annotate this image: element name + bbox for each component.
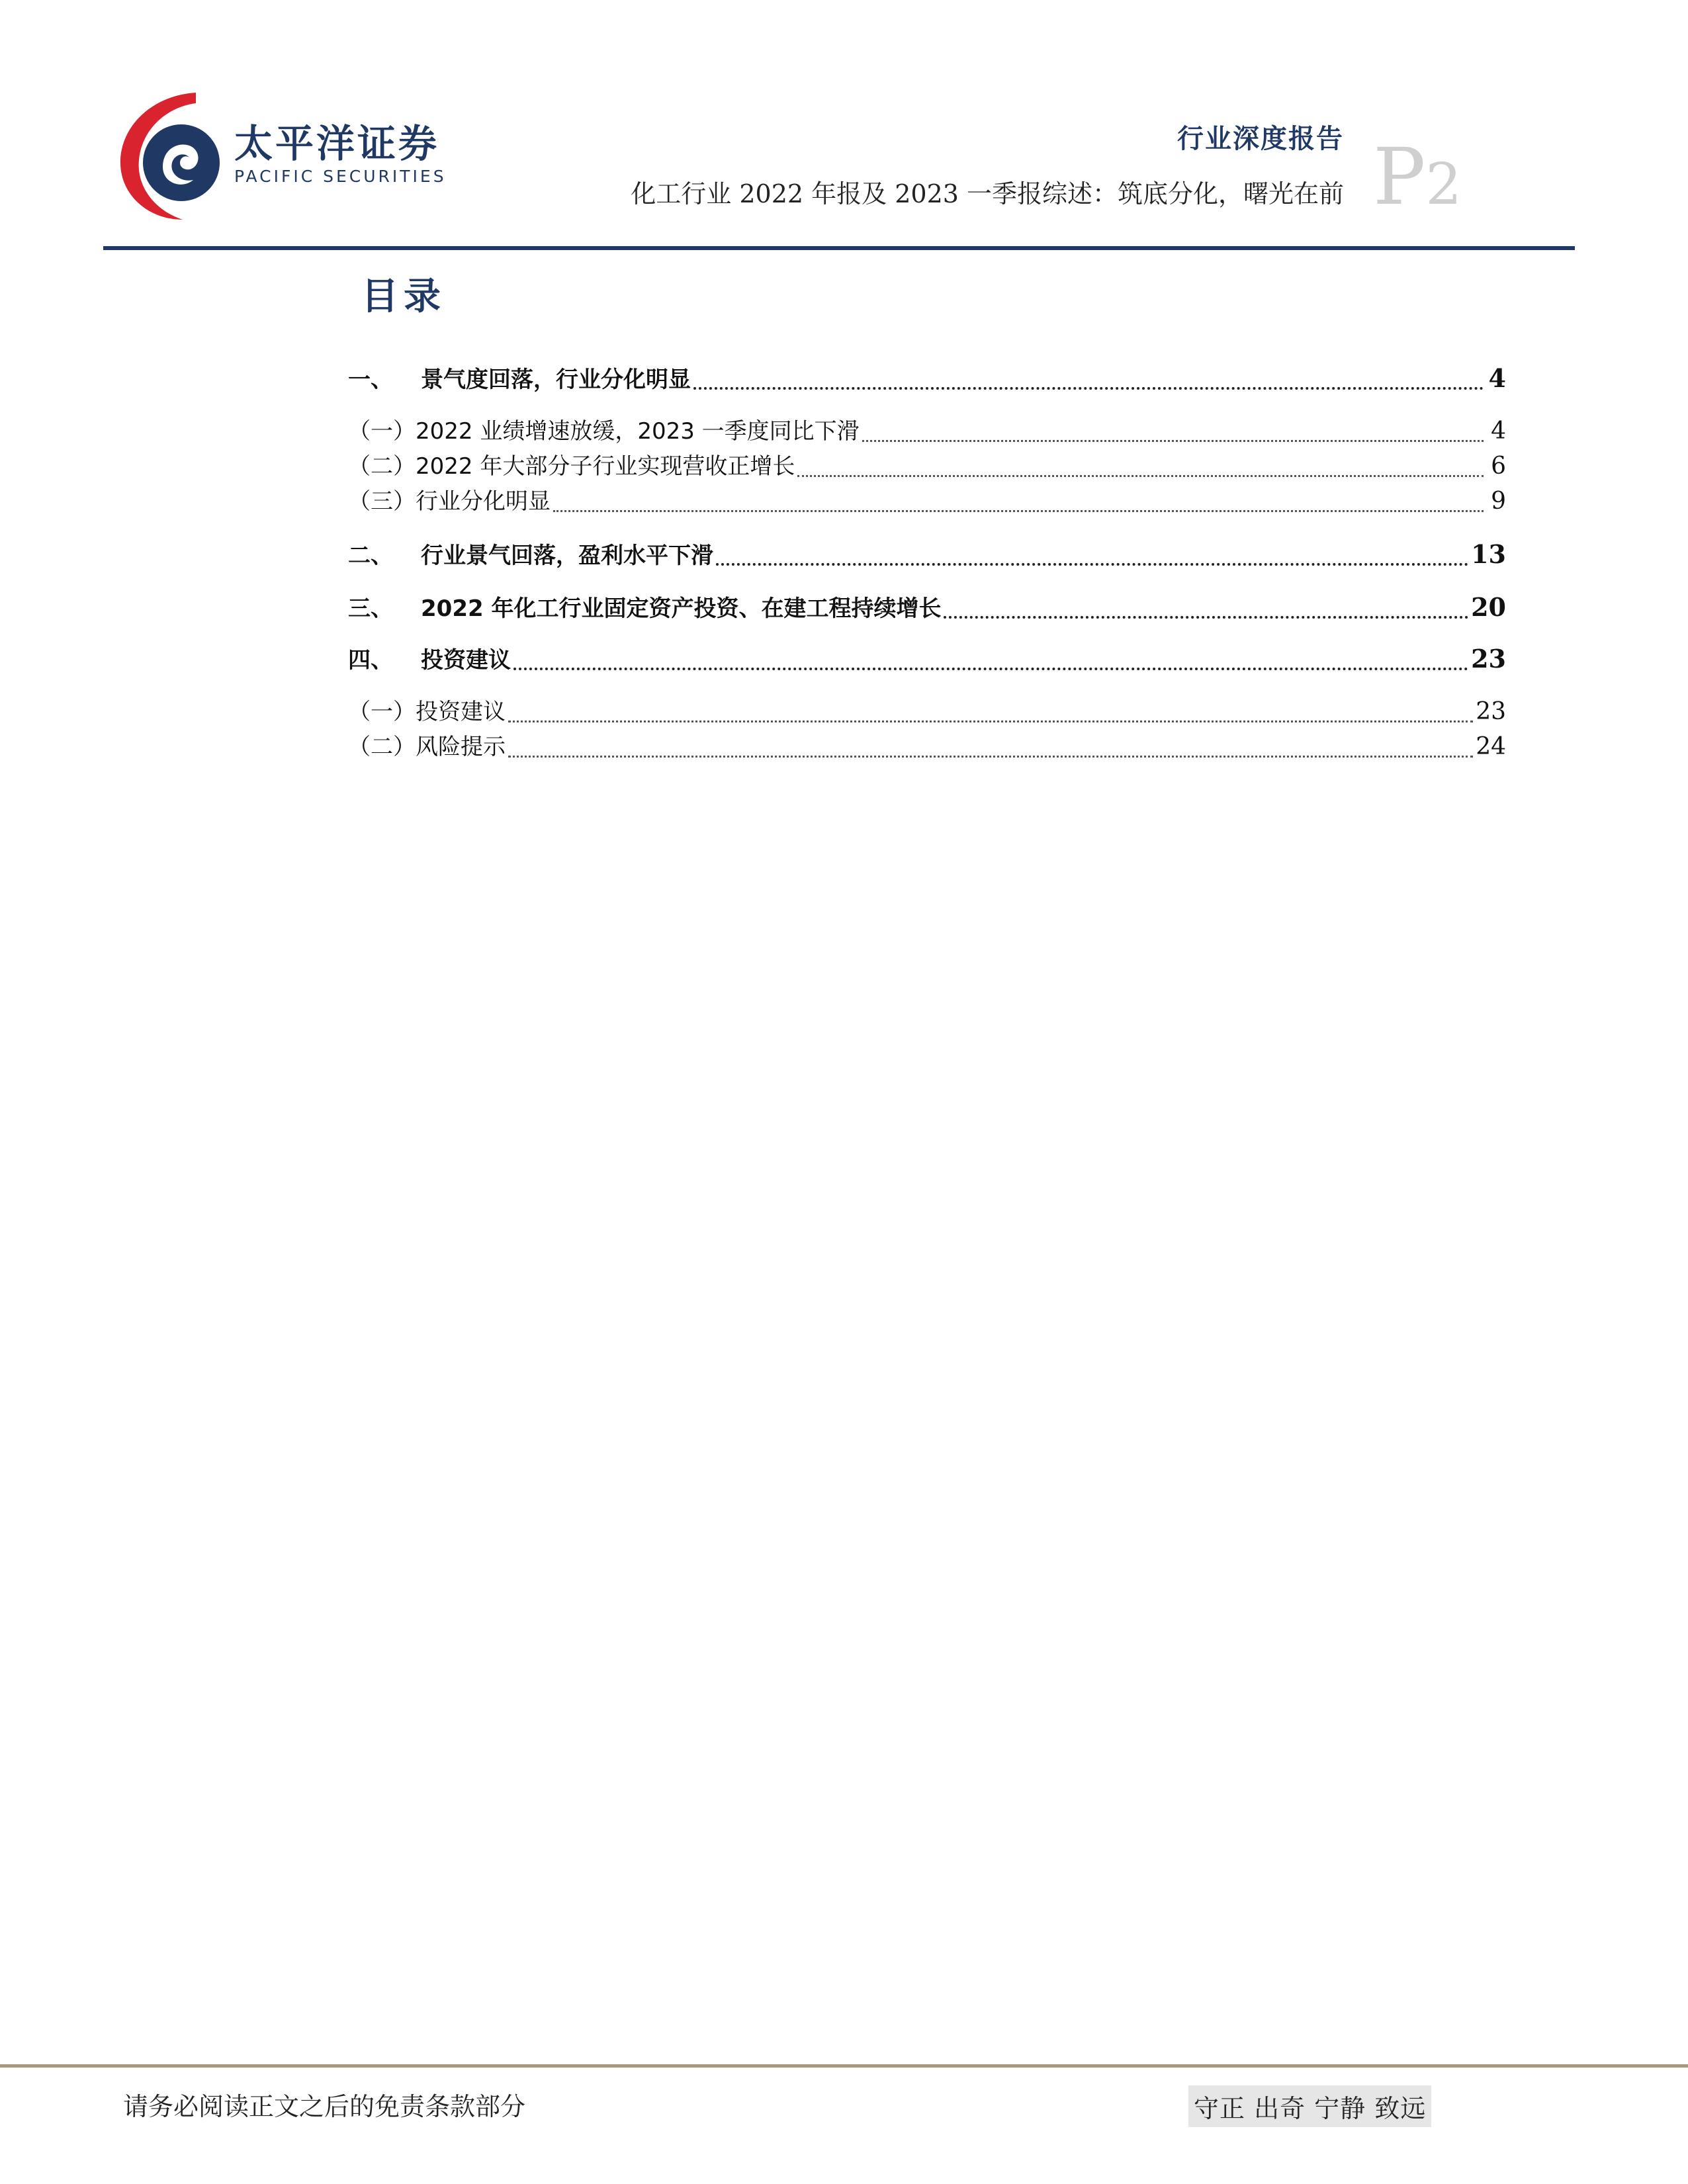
toc-entry[interactable] [348,696,1506,728]
footer-divider [0,2064,1688,2068]
toc-leader-dots [862,440,1484,442]
toc-entry[interactable] [348,415,1506,447]
toc-leader-dots [693,387,1484,390]
brand-name-en: PACIFIC SECURITIES [234,167,447,186]
toc-entry-label: 投资建议 [421,647,511,674]
toc-leader-dots [944,616,1468,619]
page-letter: P [1373,131,1426,222]
report-title: 化工行业 2022 年报及 2023 一季报综述：筑底分化，曙光在前 [631,179,1344,208]
toc-entry-label: （二）风险提示 [348,734,506,760]
toc-entry-page: 24 [1476,733,1506,760]
report-type: 行业深度报告 [1177,124,1344,154]
toc-leader-dots [716,563,1468,566]
toc-entry-number: 一、 [348,367,393,393]
toc-entry-page: 6 [1491,453,1506,480]
toc-entry[interactable] [348,486,1506,517]
toc-entry-page: 23 [1476,698,1506,725]
footer-disclaimer: 请务必阅读正文之后的免责条款部分 [123,2092,526,2121]
toc-entry-label: （一）2022 业绩增速放缓，2023 一季度同比下滑 [348,418,860,445]
toc-entry[interactable] [348,539,1506,572]
toc-leader-dots [508,756,1473,758]
page-number [1373,131,1462,222]
toc-entry-label: （二）2022 年大部分子行业实现营收正增长 [348,453,795,480]
toc-entry-page: 23 [1471,644,1506,674]
toc-entry[interactable] [348,591,1506,625]
toc-leader-dots [508,721,1473,722]
pacific-securities-logo-icon [116,89,229,221]
toc-entry-number: 三、 [348,595,393,622]
toc-leader-dots [797,475,1484,477]
toc-leader-dots [513,668,1468,670]
toc-entry-number: 二、 [348,543,393,569]
toc-entry-page: 9 [1491,488,1506,515]
brand-name-cn: 太平洋证券 [234,121,440,166]
toc-entry[interactable] [348,731,1506,763]
toc-entry-label: 行业景气回落，盈利水平下滑 [421,543,713,569]
toc-entry-page: 13 [1471,539,1506,569]
footer-motto: 守正 出奇 宁静 致远 [1188,2085,1431,2127]
toc-entry-number: 四、 [348,647,393,674]
toc-entry-page: 20 [1471,592,1506,622]
toc-entry-page: 4 [1491,417,1506,445]
toc-entry[interactable] [348,451,1506,482]
page-digit: 2 [1425,152,1462,218]
header-divider [103,246,1575,250]
company-logo [116,89,447,228]
toc-leader-dots [553,510,1484,512]
toc-entry-page: 4 [1488,363,1506,393]
toc-entry-label: （一）投资建议 [348,699,506,725]
toc-entry[interactable] [348,643,1506,676]
toc-heading: 目录 [361,275,446,318]
toc-entry[interactable] [348,363,1506,396]
toc-entry-label: （三）行业分化明显 [348,488,551,515]
toc-entry-label: 2022 年化工行业固定资产投资、在建工程持续增长 [421,595,942,622]
toc-entry-label: 景气度回落，行业分化明显 [421,367,691,393]
